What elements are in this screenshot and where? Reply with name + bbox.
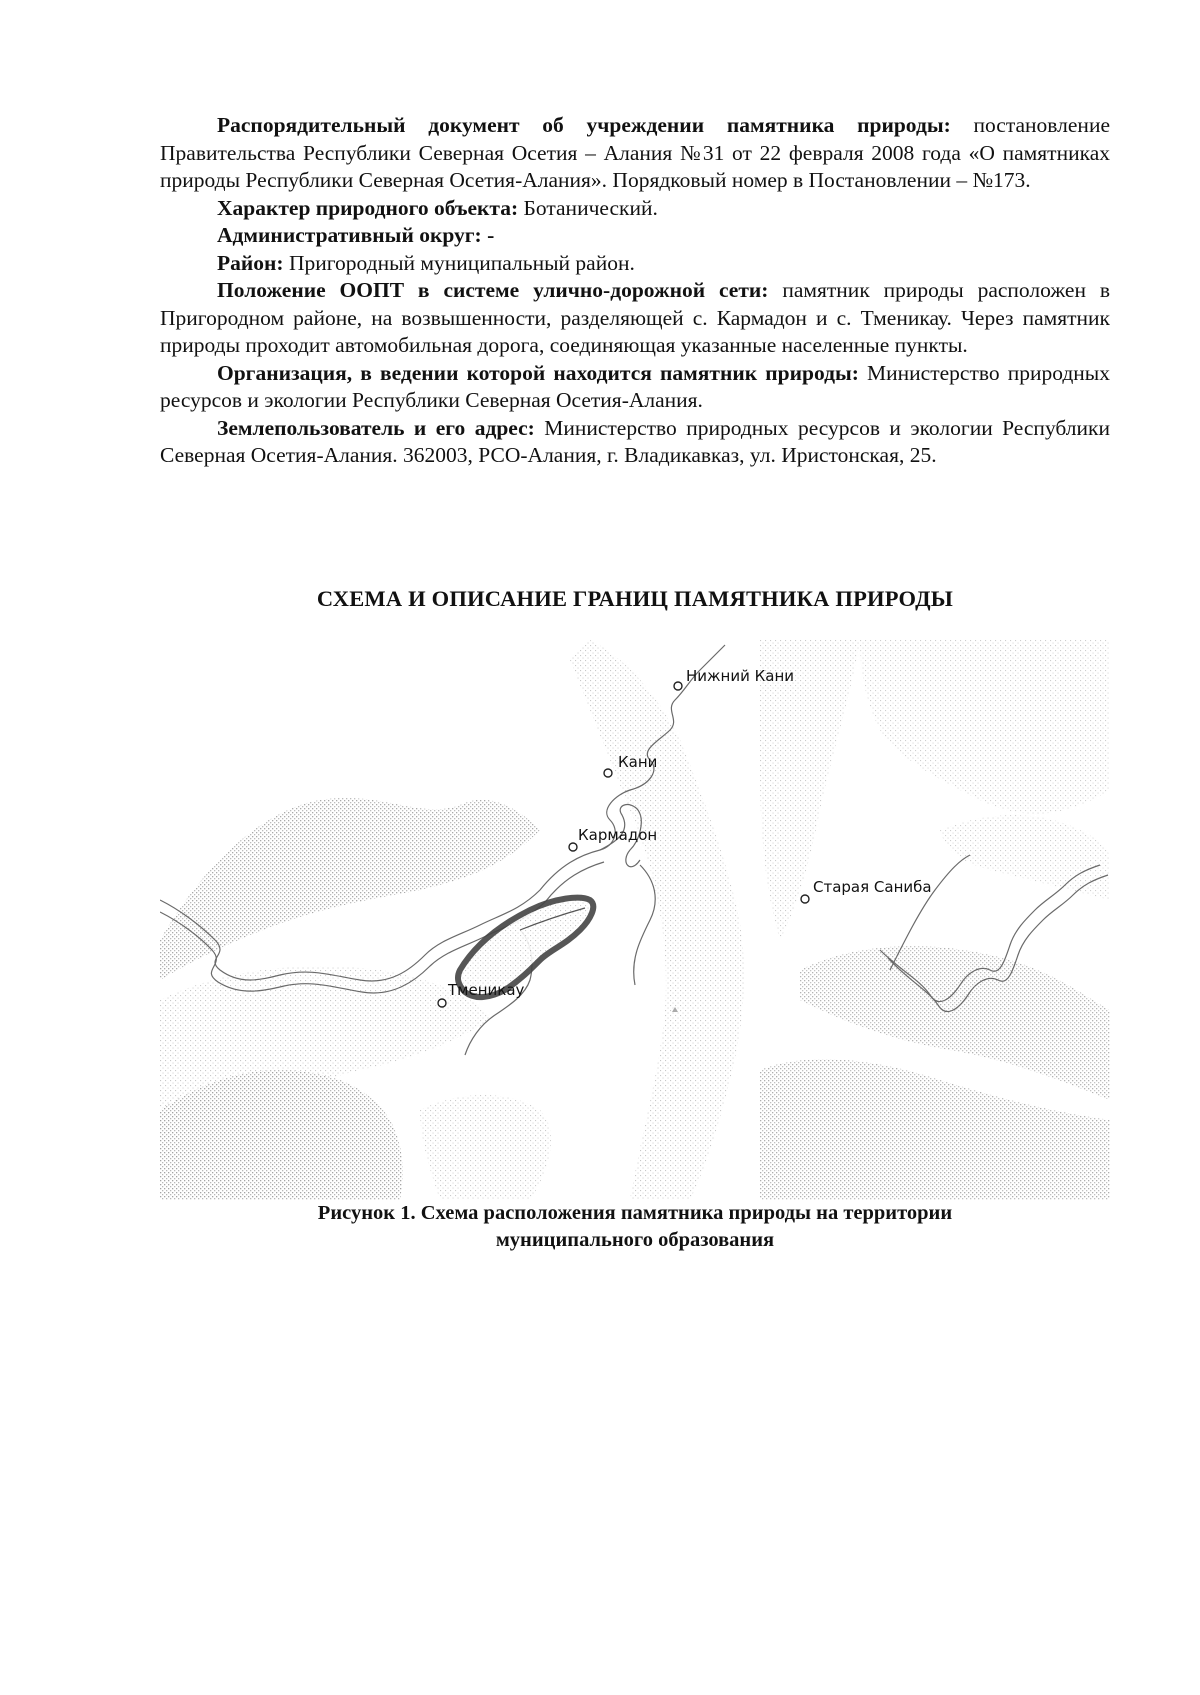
map-svg [160, 640, 1110, 1200]
paragraph-organization [160, 360, 1110, 415]
caption-line-2: муниципального образования [495, 1229, 775, 1251]
paragraph-text: постановление Правительства Республики Северная Осетия – Алания №31 от 22 февраля 2008 года «О памятниках природы Республики Северная Осетия-Алания». Порядковый номер в Постановлении – №173. [160, 113, 1110, 192]
paragraph-order [160, 112, 1110, 195]
caption-line-1: Рисунок 1. Схема расположения памятника природы на территории [317, 1202, 953, 1224]
settlement-marker-icon [604, 769, 612, 777]
settlement-marker-icon [438, 999, 446, 1007]
road-valley [634, 865, 656, 985]
settlement-marker-icon [674, 682, 682, 690]
terrain-shading [160, 640, 1110, 1200]
paragraph-object-type [160, 195, 1110, 223]
paragraph-land-user [160, 415, 1110, 470]
settlement-staraya-saniba [801, 878, 932, 903]
paragraph-text: памятник природы расположен в Пригородном районе, на возвышенности, разделяющей с. Кармадон и с. Тменикау. Через памятник природы проходит автомобильная дорога, соединяющая указанные населенные пункты. [160, 278, 1110, 357]
paragraph-label: Административный округ: - [217, 223, 495, 247]
paragraph-label: Характер природного объекта: [217, 195, 519, 220]
paragraph-text: Ботанический. [518, 195, 658, 220]
figure-caption [160, 1200, 1110, 1254]
place-label: Нижний Кани [686, 667, 795, 685]
paragraph-text: Пригородный муниципальный район. [283, 250, 635, 275]
section-title: СХЕМА И ОПИСАНИЕ ГРАНИЦ ПАМЯТНИКА ПРИРОДЫ [316, 586, 954, 611]
paragraph-district [160, 250, 1110, 278]
paragraph-label: Район: [217, 250, 284, 275]
paragraph-label: Землепользователь и его адрес: [217, 415, 535, 440]
paragraph-label: Положение ООПТ в системе улично-дорожной сети: [217, 278, 769, 302]
place-label: Тменикау [448, 981, 525, 999]
paragraph-road-network [160, 277, 1110, 360]
location-map [160, 640, 1110, 1200]
settlement-marker-icon [801, 895, 809, 903]
paragraph-label: Распорядительный документ об учреждении памятника природы: [217, 113, 951, 137]
paragraph-label: Организация, в ведении которой находится памятник природы: [217, 360, 859, 385]
place-label: Кармадон [578, 826, 658, 844]
paragraph-text: Министерство природных ресурсов и экологии Республики Северная Осетия-Алания. [160, 360, 1111, 412]
paragraph-text: Министерство природных ресурсов и экологии Республики Северная Осетия-Алания. 362003, РСО-Алания, г. Владикавказ, ул. Иристонская, 25. [160, 415, 1110, 467]
document-body [160, 112, 1110, 470]
place-label: Кани [618, 753, 658, 771]
settlement-marker-icon [569, 843, 577, 851]
paragraph-admin-okrug [160, 222, 1110, 250]
place-label: Старая Саниба [813, 878, 932, 896]
